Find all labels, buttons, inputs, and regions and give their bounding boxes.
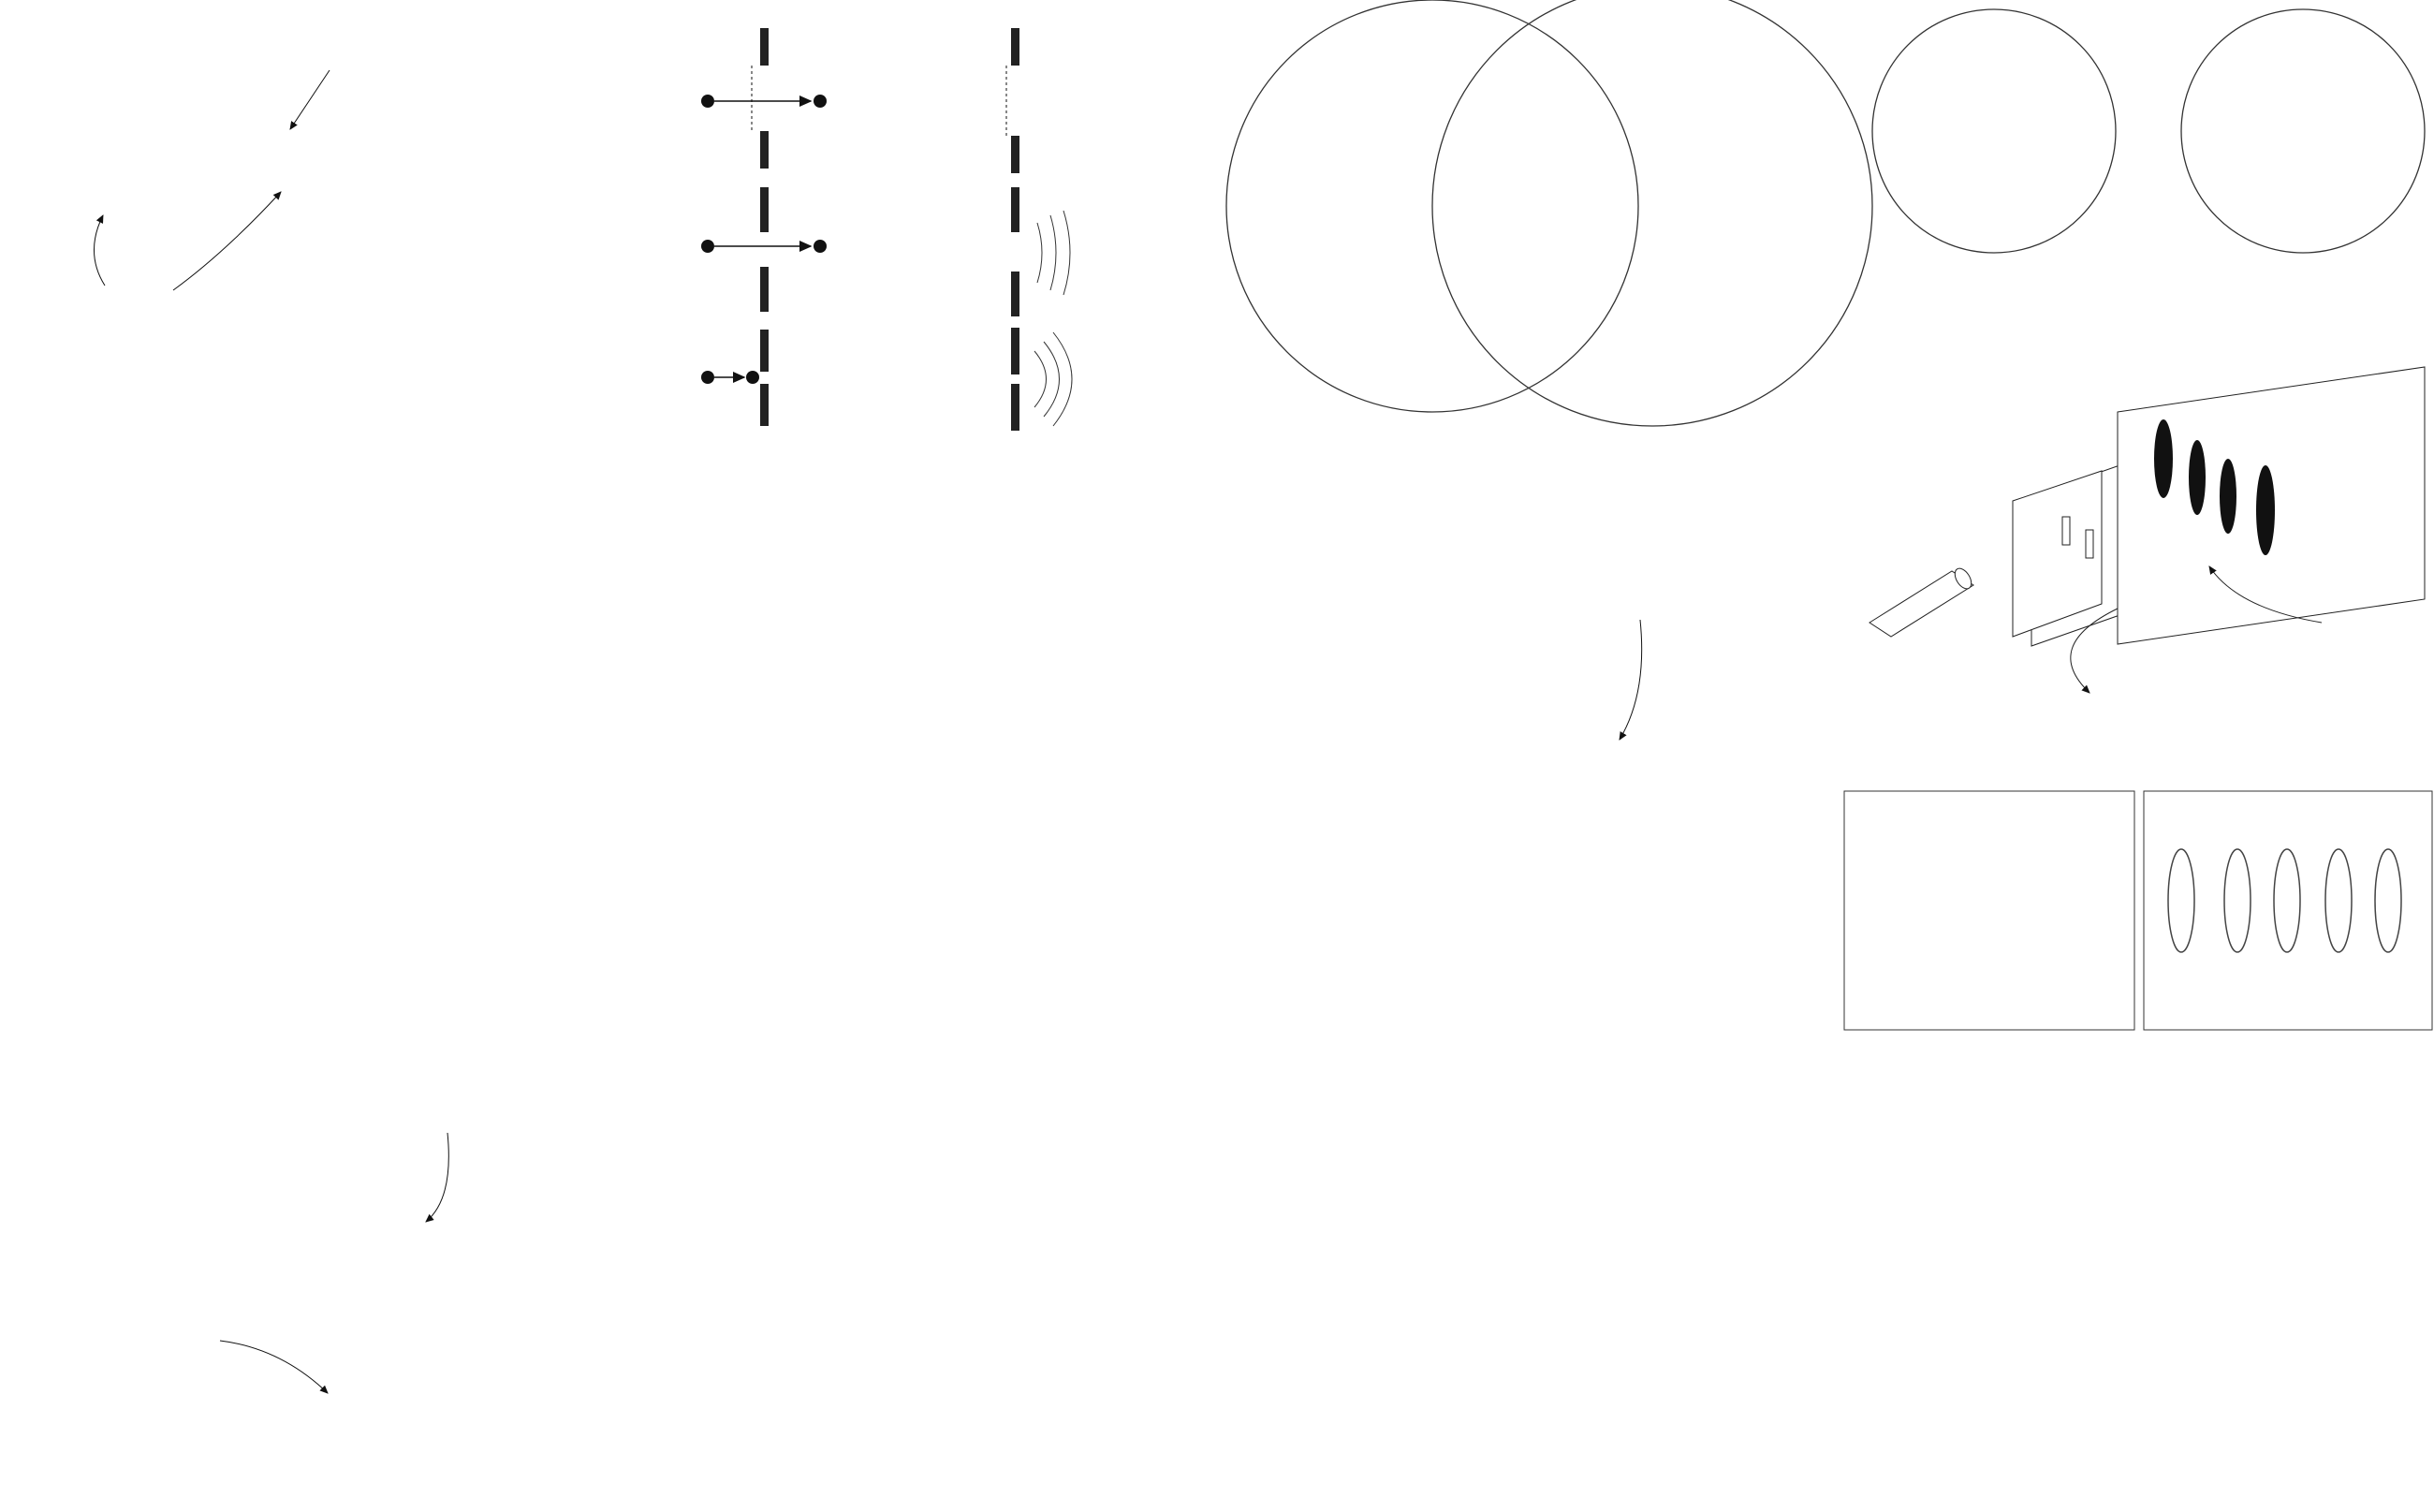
fig6-4-setup <box>1869 367 2432 693</box>
fig6-2-diagram <box>701 28 1072 431</box>
fig6-11-annotations <box>220 1133 448 1393</box>
fig6-2b-waves <box>1006 28 1072 431</box>
fig6-3-model <box>1872 9 2425 253</box>
fig6-6-venn <box>1226 0 1872 426</box>
fig6-1-annotations <box>94 70 330 290</box>
fig6-2a-particles <box>701 28 827 426</box>
fig6-5-results <box>1844 791 2432 1030</box>
fig6-10-annotations <box>1620 620 1642 740</box>
